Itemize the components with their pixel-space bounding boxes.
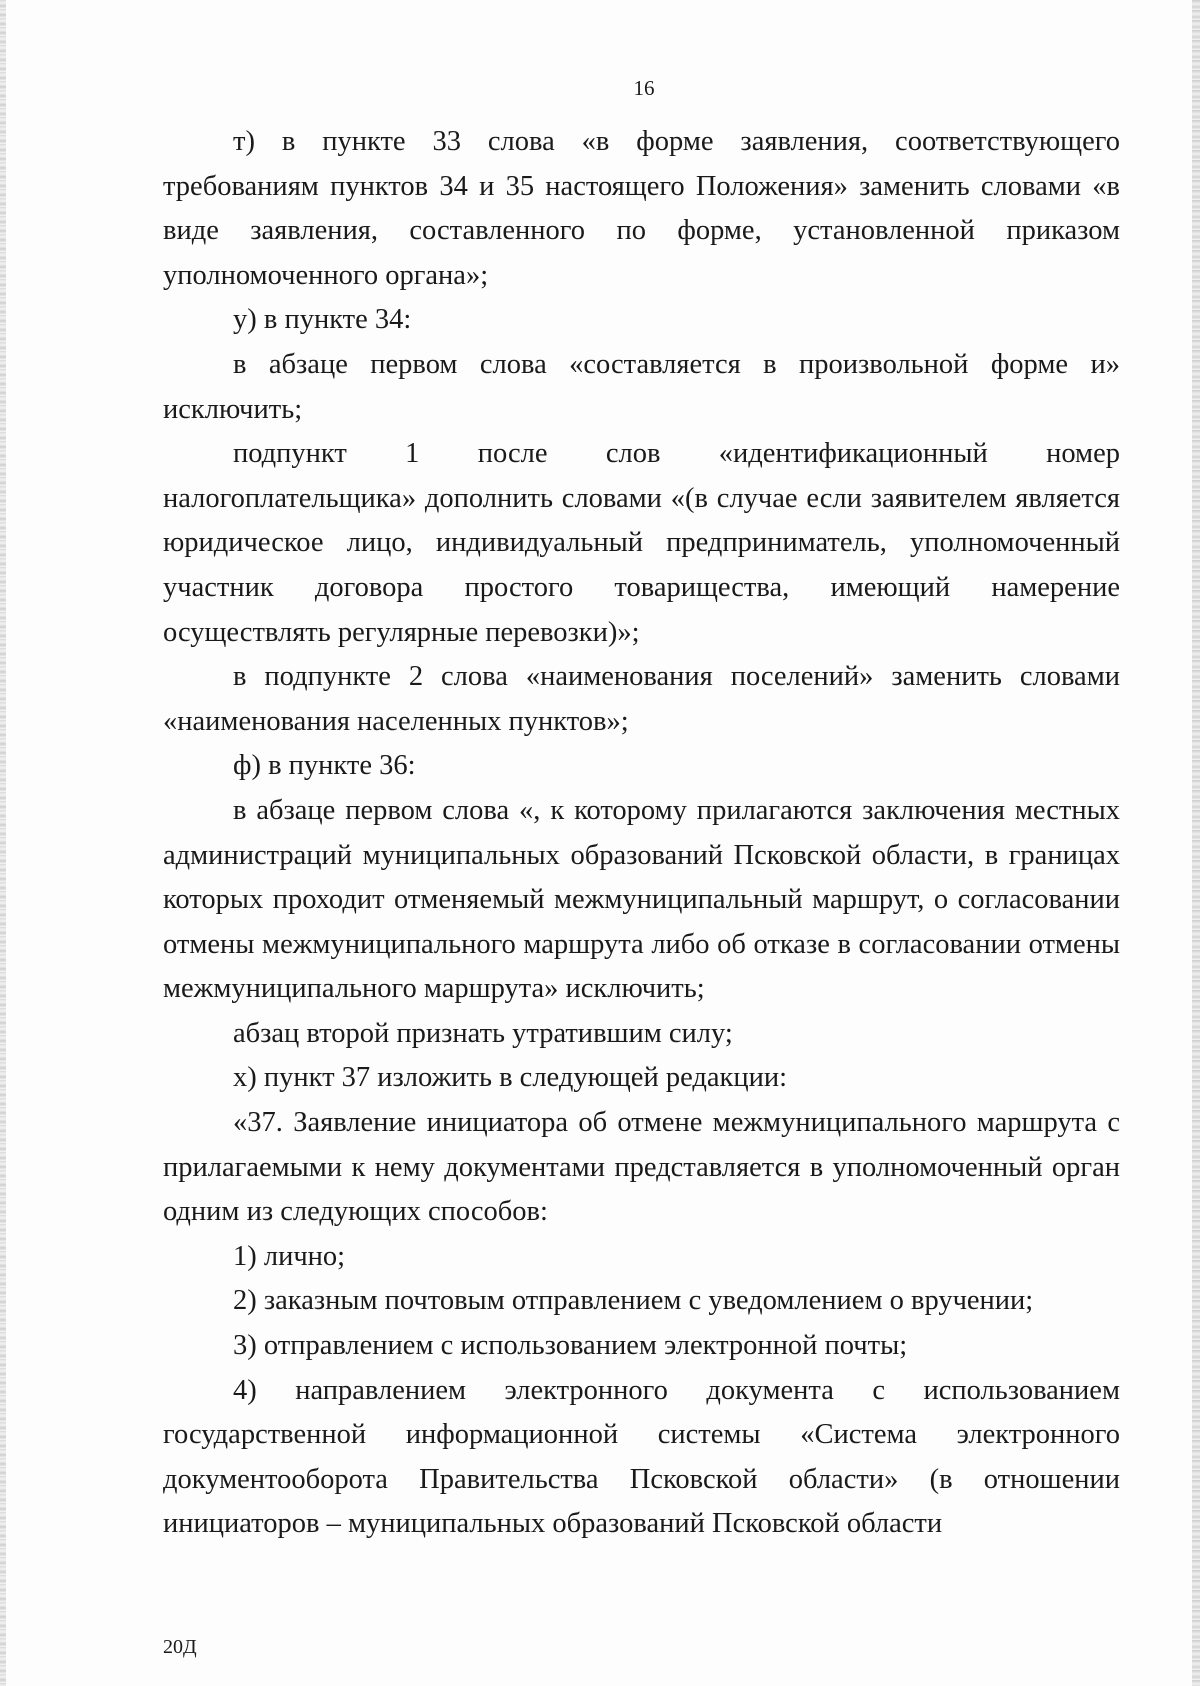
scan-edge-right xyxy=(1192,0,1200,1686)
list-item-4: 4) направлением электронного документа с использованием государственной информационной системы «Система электронного документооборота Правительства Псковской области» (в отношении инициаторов – муниципальных образований Псковской области xyxy=(163,1374,1120,1540)
document-body xyxy=(163,120,1120,1547)
paragraph-h: х) пункт 37 изложить в следующей редакции: xyxy=(233,1062,788,1094)
paragraph-f-abzac-1: в абзаце первом слова «, к которому прилагаются заключения местных администраций муниципальных образований Псковской области, в границах которых проходит отменяемый межмуниципальный маршрут, о согласовании отмены межмуниципального маршрута либо об отказе в согласовании отмены межмуниципального маршрута» исключить; xyxy=(163,794,1120,1005)
footer-code: 20Д xyxy=(163,1636,197,1658)
scan-edge-left xyxy=(0,0,6,1686)
list-item-2: 2) заказным почтовым отправлением с уведомлением о вручении; xyxy=(233,1285,1034,1317)
paragraph-f-abzac-2: абзац второй признать утратившим силу; xyxy=(233,1017,733,1049)
paragraph-u-abzac: в абзаце первом слова «составляется в произвольной форме и» исключить; xyxy=(163,348,1120,425)
paragraph-t: т) в пункте 33 слова «в форме заявления, соответствующего требованиям пунктов 34 и 35 настоящего Положения» заменить словами «в виде заявления, составленного по форме, установленной приказом уполномоченного органа»; xyxy=(163,126,1120,291)
page-number: 16 xyxy=(633,76,655,100)
list-item-1: 1) лично; xyxy=(233,1240,346,1272)
paragraph-u-podpunkt-1: подпункт 1 после слов «идентификационный номер налогоплательщика» дополнить словами «(в случае если заявителем является юридическое лицо, индивидуальный предприниматель, уполномоченный участник договора простого товарищества, имеющий намерение осуществлять регулярные перевозки)»; xyxy=(163,438,1120,648)
paragraph-f: ф) в пункте 36: xyxy=(233,750,416,782)
paragraph-u: у) в пункте 34: xyxy=(233,304,412,336)
paragraph-37: «37. Заявление инициатора об отмене межмуниципального маршрута с прилагаемыми к нему документами представляется в уполномоченный орган одним из следующих способов: xyxy=(163,1107,1120,1228)
paragraph-u-podpunkt-2: в подпункте 2 слова «наименования поселений» заменить словами «наименования населенных пунктов»; xyxy=(163,661,1120,737)
list-item-3: 3) отправлением с использованием электронной почты; xyxy=(233,1330,908,1362)
